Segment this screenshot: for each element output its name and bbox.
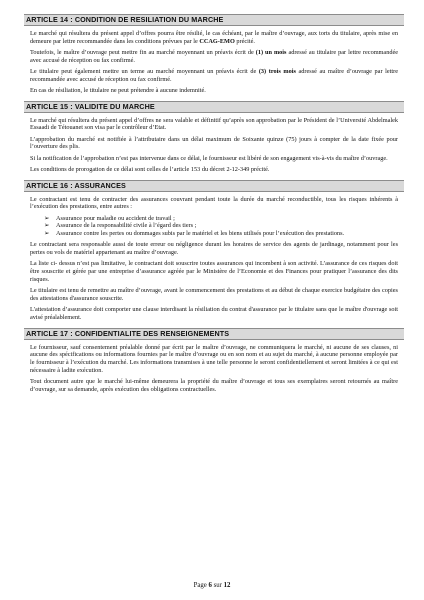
article-14-paragraph-3: Le titulaire peut également mettre un terme au marché moyennant un préavis écrit de (3) trois mois adressé au maître d’ouvrage par lettre recommandée avec accusé de réception ou fax confirmé. bbox=[30, 68, 398, 83]
arrow-bullet-icon: ➢ bbox=[44, 230, 50, 238]
article-16-heading: ARTICLE 16 : ASSURANCES bbox=[24, 180, 404, 192]
article-16-paragraph-2: Le contractant sera responsable aussi de toute erreur ou négligence durant les horaires de service des agents de jardinage, notamment pour les pertes ou vols de matériel appartenant au maître d’ouvrage. bbox=[30, 241, 398, 257]
article-15-paragraph-4: Les conditions de prorogation de ce délai sont celles de l’article 153 du décret 2-12-349 précité. bbox=[30, 166, 270, 173]
article-16-paragraph-5: L'attestation d’assurance doit comporter une clause interdisant la résiliation du contrat d'assurance par le titulaire sans que le maître d'ouvrage soit avisé préalablement. bbox=[30, 306, 398, 321]
article-17-heading: ARTICLE 17 : CONFIDENTIALITE DES RENSEIGNEMENTS bbox=[24, 328, 404, 340]
article-16-paragraph-4: Le titulaire est tenu de remettre au maître d’ouvrage, avant le commencement des prestations et au début de chaque exercice budgétaire des copies des attestations d'assurance souscrite. bbox=[30, 287, 398, 302]
article-14-paragraph-4: En cas de résiliation, le titulaire ne peut prétendre à aucune indemnité. bbox=[30, 87, 206, 94]
article-16-paragraph-3: La liste ci- dessus n’est pas limitative, le contractant doit souscrire toutes assurances qui incombent à son activité. L’assurance de ces risques doit être souscrite et gérée par une entreprise d’assurance agréée par le Ministère de l’Economie et des Finances pour pratiquer l’assurance des dits risques. bbox=[30, 260, 398, 283]
article-17-paragraph-2: Tout document autre que le marché lui-même demeurera la propriété du maître d’ouvrage et tous ses exemplaires seront retournés au maître d’ouvrage, sur sa demande, après exécution des obligations contractuelles. bbox=[30, 377, 398, 393]
page-total: 12 bbox=[223, 582, 231, 589]
document-page bbox=[24, 14, 404, 399]
article-15-heading: ARTICLE 15 : VALIDITE DU MARCHE bbox=[24, 101, 404, 113]
article-16-paragraph-1: Le contractant est tenu de contracter des assurances couvrant pendant toute la durée du marché reconductible, tous les risques inhérents à l’exécution des prestations, entre autres : bbox=[30, 195, 398, 211]
article-15-paragraph-3: Si la notification de l’approbation n’est pas intervenue dans ce délai, le fournisseur est libéré de son engagement vis-à-vis du maître d’ouvrage. bbox=[30, 154, 388, 162]
page-word: Page bbox=[193, 582, 207, 589]
arrow-bullet-icon: ➢ bbox=[44, 214, 50, 222]
arrow-bullet-icon: ➢ bbox=[44, 222, 50, 230]
article-14 bbox=[24, 14, 404, 95]
of-word: sur bbox=[213, 582, 222, 589]
article-14-paragraph-2: Toutefois, le maître d’ouvrage peut mettre fin au marché moyennant un préavis écrit de (1) un mois adressé au titulaire par lettre recommandée avec accusé de réception ou fax confirmé. bbox=[30, 49, 398, 64]
article-15 bbox=[24, 101, 404, 174]
article-17-paragraph-1: Le fournisseur, sauf consentement préalable donné par écrit par le maître d’ouvrage, ne communiquera le marché, ni aucune de ses clauses, ni aucune des spécifications ou informations fournies par le maître d’ouvrage ou en son nom et au sujet du marché, à aucune personne employée par le fournisseur à l’exécution du marché. Les informations transmises à une telle personne le seront confidentiellement et seront limitées à ce qui est nécessaire à ladite exécution. bbox=[30, 343, 398, 374]
list-item: ➢ Assurance pour maladie ou accident de travail ; bbox=[44, 214, 175, 222]
article-16 bbox=[24, 180, 404, 322]
insurance-list bbox=[44, 215, 398, 238]
list-item: ➢ Assurance contre les pertes ou dommages subis par le matériel et les biens utilisés pour l’exécution des prestations. bbox=[44, 230, 345, 238]
page-footer bbox=[0, 582, 424, 589]
page-number: 6 bbox=[208, 582, 212, 589]
article-15-paragraph-2: L’approbation du marché est notifiée à l’attributaire dans un délai maximum de Soixante quinze (75) jours à compter de la date fixée pour l’ouverture des plis. bbox=[30, 135, 398, 151]
article-14-heading: ARTICLE 14 : CONDITION DE RESILIATION DU MARCHE bbox=[24, 14, 404, 26]
article-14-paragraph-1: Le marché qui résultera du présent appel d’offres pourra être résilié, le cas échéant, par le maître d’ouvrage, aux torts du titulaire, après mise en demeure par lettre recommandée dans les conditions prévues par le CCAG-EMO précité. bbox=[30, 30, 398, 45]
article-15-paragraph-1: Le marché qui résultera du présent appel d’offres ne sera valable et définitif qu’après son approbation par le Président de l’Université Abdelmalek Essaadi de Tétouanet son visa par le contrôleur d’Etat. bbox=[30, 116, 398, 132]
article-17 bbox=[24, 328, 404, 394]
list-item: ➢ Assurance de la responsabilité civile à l’égard des tiers ; bbox=[44, 222, 197, 230]
